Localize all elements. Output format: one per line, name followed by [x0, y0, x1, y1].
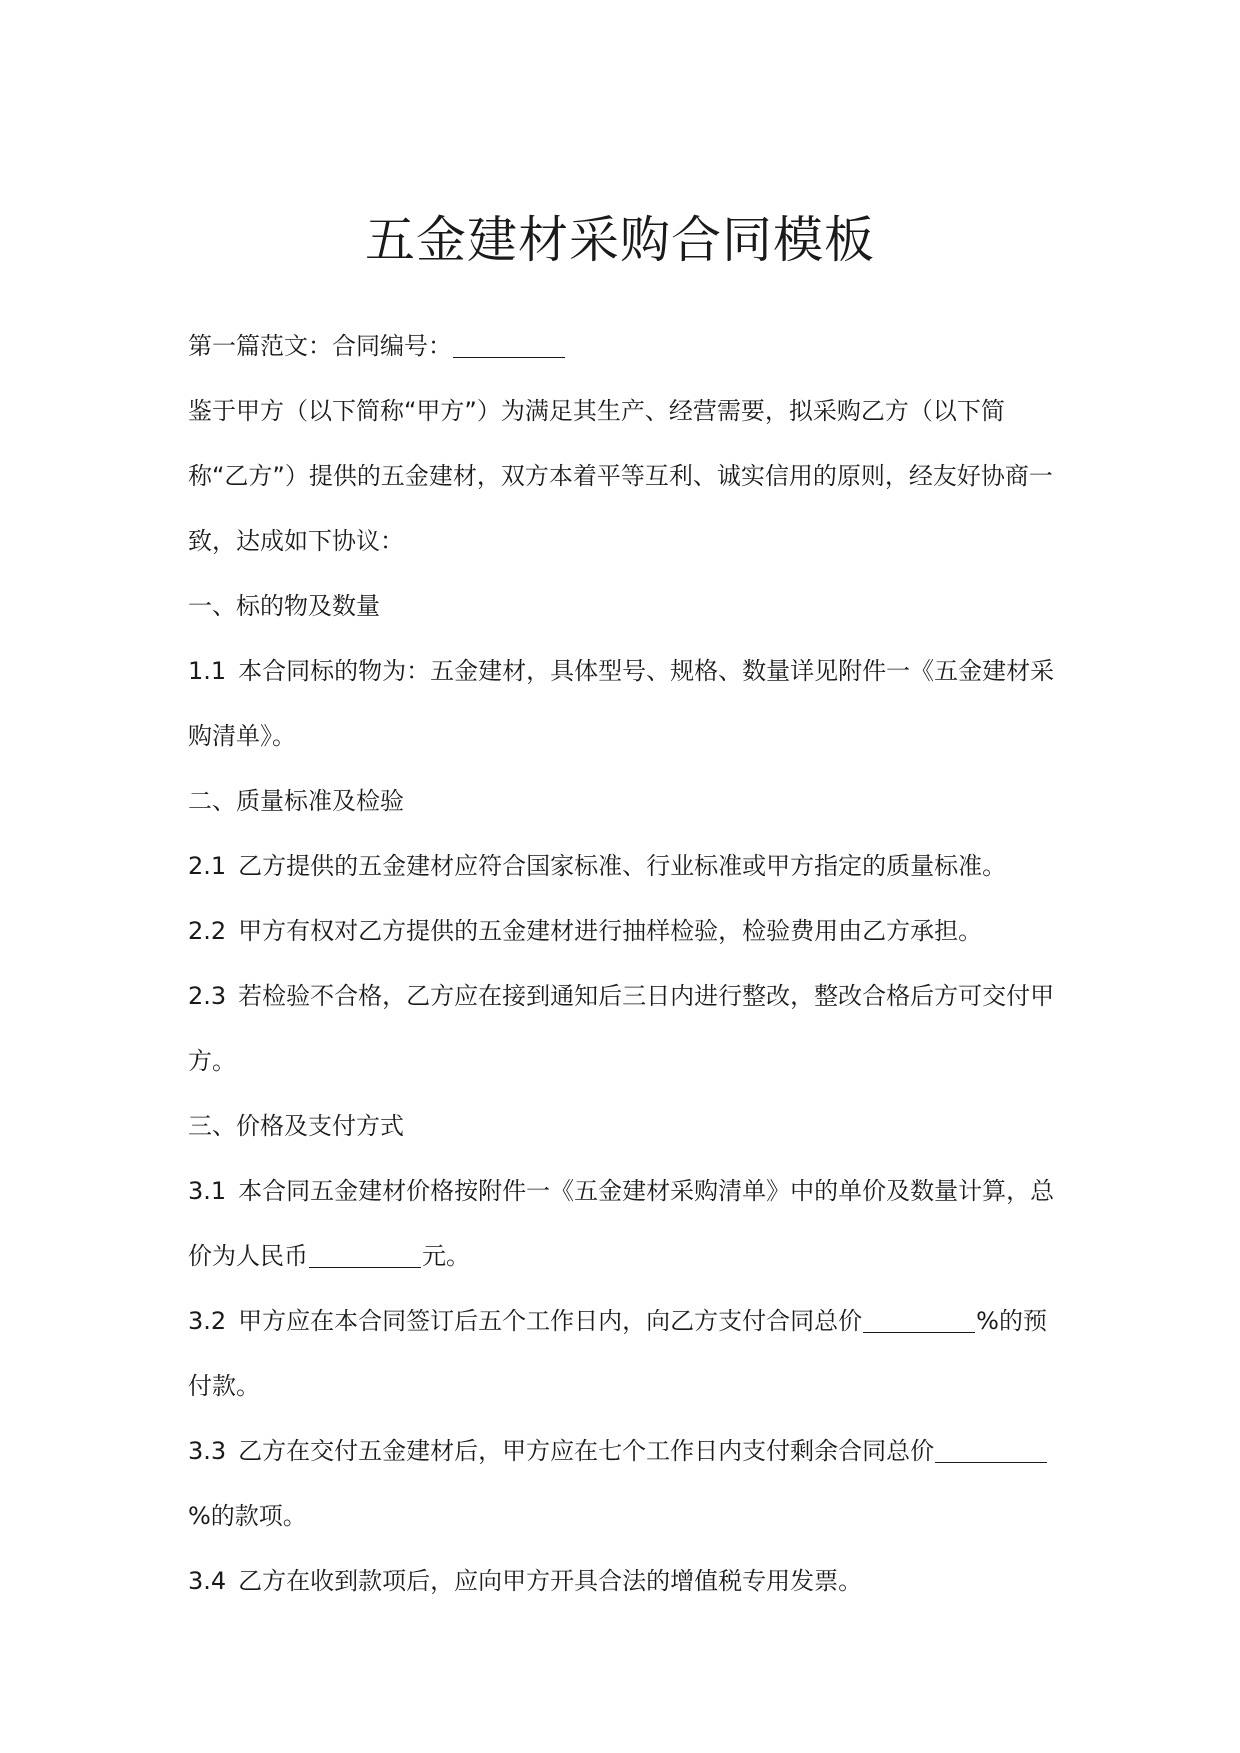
clause-3-3 — [188, 1419, 1058, 1549]
clause-2-1 — [188, 834, 1058, 899]
contract-number-line — [188, 314, 1058, 379]
clause-text-after: %的预付款。 — [188, 1307, 1047, 1400]
clause-text-after: 元。 — [422, 1242, 470, 1270]
section-heading-3: 三、价格及支付方式 — [188, 1112, 404, 1140]
preamble-paragraph: 鉴于甲方（以下简称“甲方”）为满足其生产、经营需要，拟采购乙方（以下简称“乙方”）提供的五金建材，双方本着平等互利、诚实信用的原则，经友好协商一致，达成如下协议： — [188, 397, 1053, 555]
clause-text: 若检验不合格，乙方应在接到通知后三日内进行整改，整改合格后方可交付甲方。 — [188, 982, 1055, 1075]
clause-number: 2.2 — [188, 917, 227, 945]
clause-number: 3.2 — [188, 1307, 227, 1335]
contract-number-label: 第一篇范文：合同编号： — [188, 332, 452, 360]
clause-text: 乙方在收到款项后，应向甲方开具合法的增值税专用发票。 — [238, 1567, 863, 1595]
clause-number: 3.4 — [188, 1567, 227, 1595]
clause-number: 3.1 — [188, 1177, 227, 1205]
clause-3-2 — [188, 1289, 1058, 1419]
clause-text: 甲方应在本合同签订后五个工作日内，向乙方支付合同总价 — [238, 1307, 863, 1335]
section-heading-1: 一、标的物及数量 — [188, 592, 380, 620]
clause-text: 本合同标的物为：五金建材，具体型号、规格、数量详见附件一《五金建材采购清单》。 — [188, 657, 1055, 750]
section-heading-2: 二、质量标准及检验 — [188, 787, 404, 815]
clause-2-3 — [188, 964, 1058, 1094]
clause-text: 甲方有权对乙方提供的五金建材进行抽样检验，检验费用由乙方承担。 — [238, 917, 983, 945]
clause-text-after: %的款项。 — [188, 1502, 307, 1530]
clause-3-4 — [188, 1549, 1058, 1614]
clause-1-1 — [188, 639, 1058, 769]
document-title: 五金建材采购合同模板 — [365, 211, 875, 269]
document-body — [188, 314, 1058, 1614]
clause-2-2 — [188, 899, 1058, 964]
clause-number: 1.1 — [188, 657, 227, 685]
clause-number: 3.3 — [188, 1437, 227, 1465]
clause-3-1 — [188, 1159, 1058, 1289]
clause-text: 乙方提供的五金建材应符合国家标准、行业标准或甲方指定的质量标准。 — [238, 852, 1007, 880]
total-price-blank — [309, 1267, 421, 1268]
remaining-percent-blank — [935, 1462, 1047, 1463]
prepayment-percent-blank — [863, 1332, 975, 1333]
clause-number: 2.3 — [188, 982, 227, 1010]
clause-text: 本合同五金建材价格按附件一《五金建材采购清单》中的单价及数量计算，总价为人民币 — [188, 1177, 1055, 1270]
clause-text: 乙方在交付五金建材后，甲方应在七个工作日内支付剩余合同总价 — [238, 1437, 935, 1465]
contract-number-blank — [453, 357, 565, 358]
clause-number: 2.1 — [188, 852, 227, 880]
